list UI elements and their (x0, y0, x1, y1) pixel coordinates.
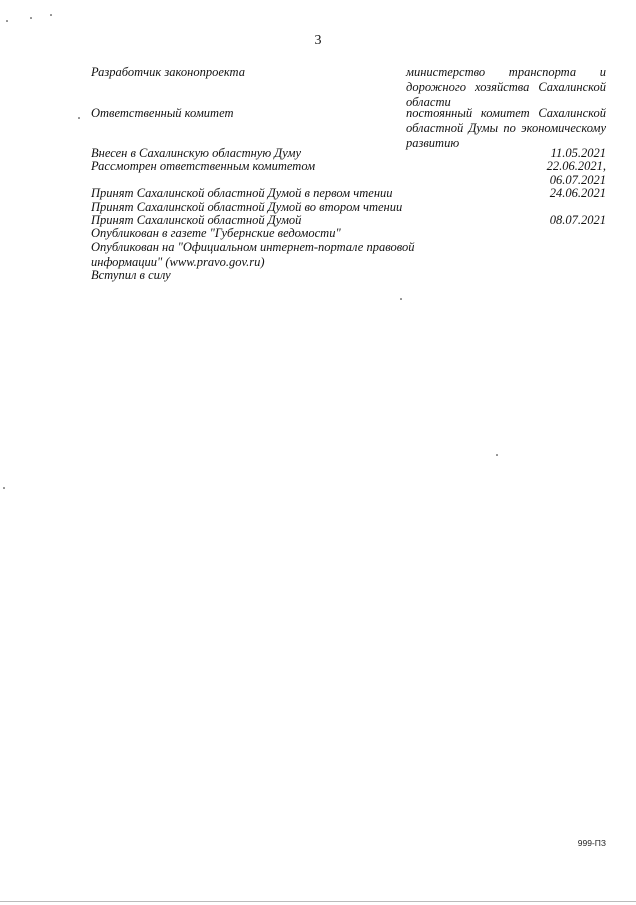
scan-speck (6, 20, 8, 22)
scan-speck (50, 14, 52, 16)
adopted-label: Принят Сахалинской областной Думой (91, 213, 302, 227)
scan-speck (78, 117, 80, 119)
committee-line-2: областной Думы по экономическому (406, 121, 606, 135)
developer-line-2: дорожного хозяйства Сахалинской (406, 80, 606, 94)
reviewed-label: Рассмотрен ответственным комитетом (91, 159, 316, 173)
second-reading-label: Принят Сахалинской областной Думой во втором чтении (91, 200, 403, 214)
developer-value (406, 65, 606, 110)
first-reading-date: 24.06.2021 (549, 186, 606, 200)
scan-speck (30, 17, 32, 19)
page-number: 3 (314, 33, 322, 48)
adopted-date: 08.07.2021 (549, 213, 606, 227)
entered-force-label: Вступил в силу (91, 268, 171, 282)
entered-force-row (91, 268, 606, 283)
reviewed-date-2: 06.07.2021 (549, 173, 606, 187)
developer-label: Разработчик законопроекта (91, 65, 245, 79)
submitted-date: 11.05.2021 (550, 146, 606, 160)
scan-speck (496, 454, 498, 456)
committee-value (406, 106, 606, 151)
scan-speck (3, 487, 5, 489)
first-reading-row (91, 186, 606, 201)
first-reading-label: Принят Сахалинской областной Думой в первом чтении (91, 186, 393, 200)
scan-edge-line (0, 901, 636, 902)
published-portal-label: Опубликован на "Официальном интернет-портале правовой информации" (www.pravo.gov.ru) (91, 240, 415, 269)
published-newspaper-row (91, 226, 606, 241)
submitted-label: Внесен в Сахалинскую областную Думу (91, 146, 302, 160)
committee-row (91, 106, 606, 151)
reviewed-date-1: 22.06.2021, (546, 159, 606, 173)
developer-row (91, 65, 606, 110)
published-portal-row (91, 240, 606, 270)
scan-speck (400, 298, 402, 300)
committee-line-3: развитию (406, 136, 460, 150)
committee-line-1: постоянный комитет Сахалинской (406, 106, 606, 120)
reviewed-row (91, 159, 606, 189)
published-newspaper-label: Опубликован в газете "Губернские ведомости" (91, 226, 341, 240)
footer-code: 999-ПЗ (577, 838, 606, 848)
developer-line-1: министерство транспорта и (406, 65, 606, 79)
developer-line-3: области (406, 95, 451, 109)
committee-label: Ответственный комитет (91, 106, 234, 120)
